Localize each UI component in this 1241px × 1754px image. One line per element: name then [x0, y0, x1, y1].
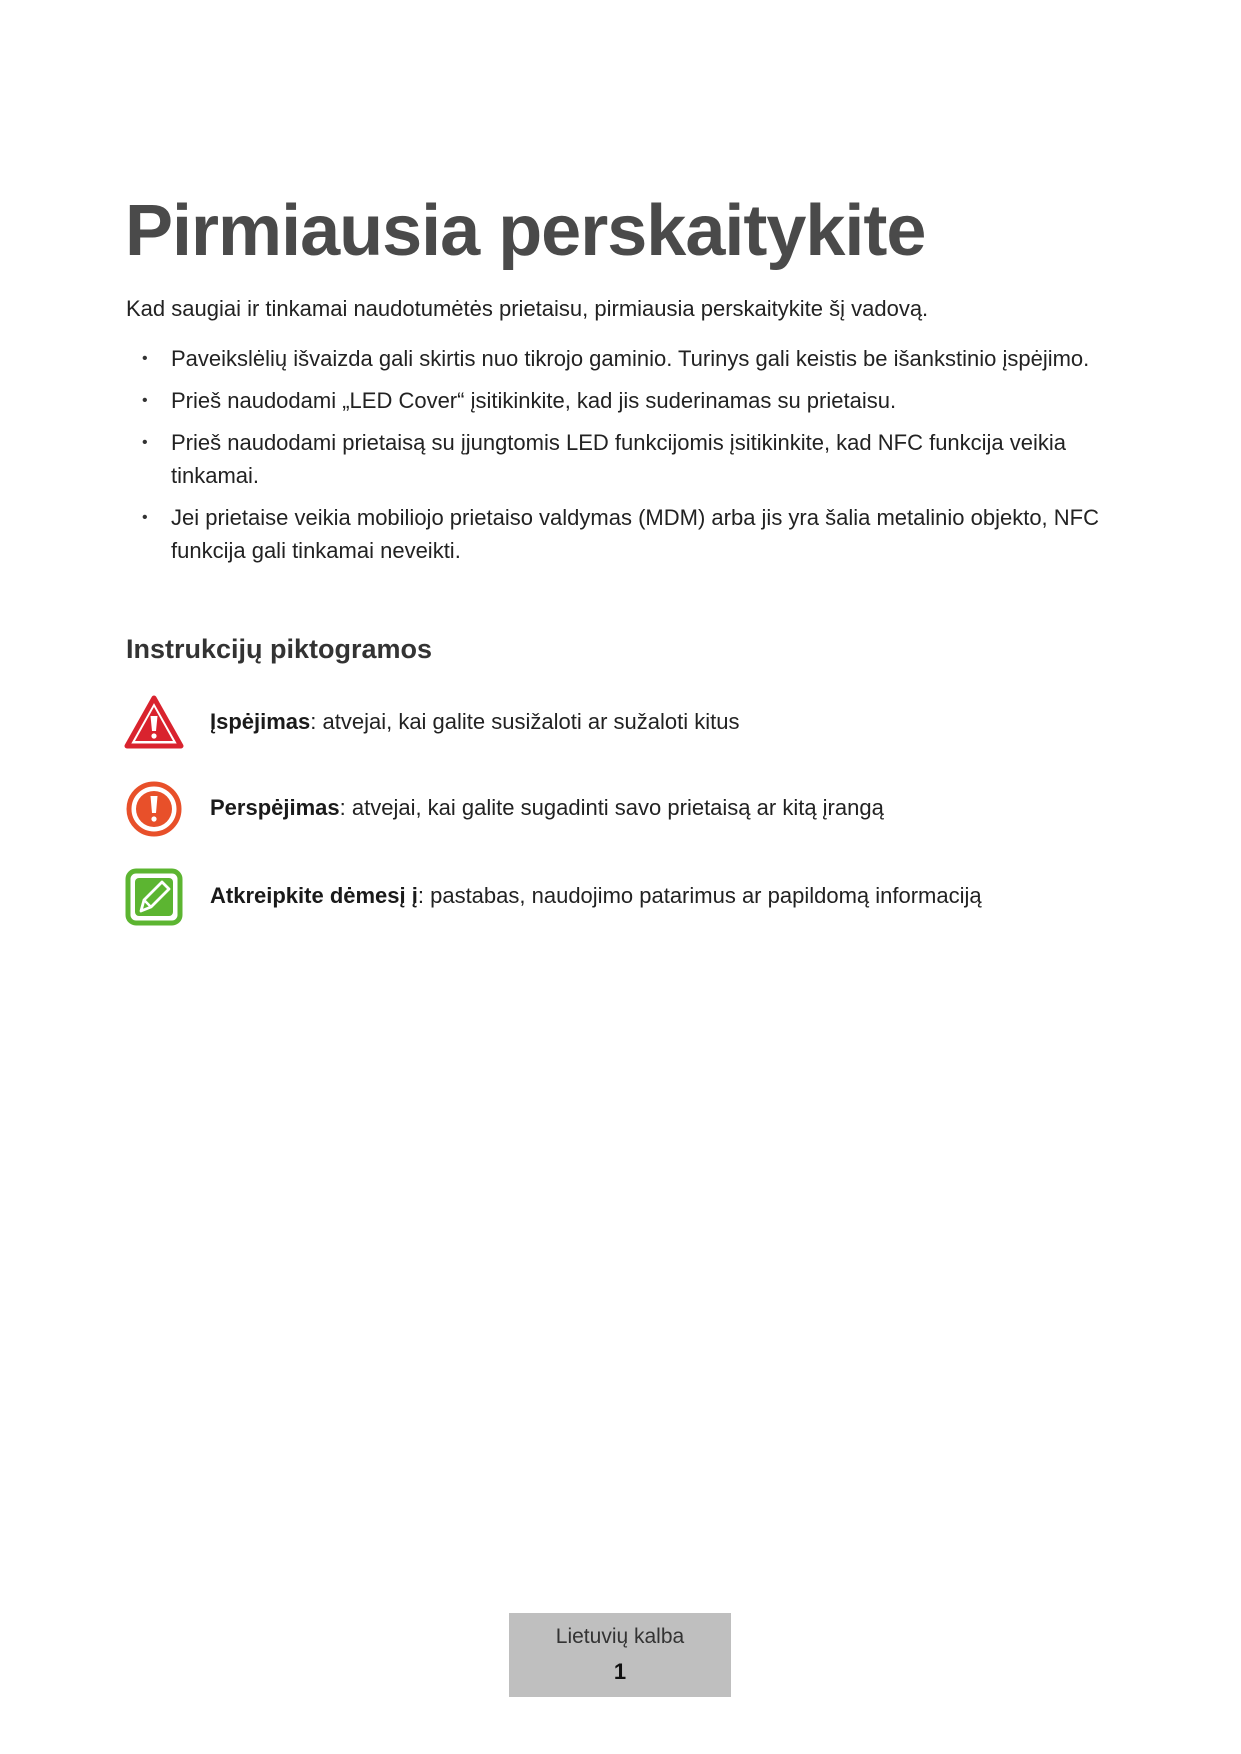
- icon-legend-text: [210, 709, 739, 735]
- icon-legend-caution: [124, 779, 1124, 843]
- icon-legend-warning: [124, 693, 1124, 757]
- bullet-icon: •: [142, 509, 148, 526]
- bullet-icon: •: [142, 434, 148, 451]
- notice-list: [126, 342, 1116, 576]
- list-item: [126, 426, 1116, 492]
- list-item: [126, 501, 1116, 567]
- bullet-icon: •: [142, 392, 148, 409]
- list-item-text: Prieš naudodami prietaisą su įjungtomis LED funkcijomis įsitikinkite, kad NFC funkcija veikia tinkamai.: [171, 430, 1067, 488]
- list-item-text: Paveikslėlių išvaizda gali skirtis nuo tikrojo gaminio. Turinys gali keistis be išankstinio įspėjimo.: [171, 346, 1090, 371]
- section-heading: Instrukcijų piktogramos: [126, 634, 433, 664]
- bullet-icon: •: [142, 350, 148, 367]
- list-item: [126, 342, 1116, 375]
- icon-legend-note: [124, 867, 1124, 931]
- caution-circle-icon: [124, 779, 184, 839]
- legend-label: Atkreipkite dėmesį į: [210, 883, 418, 908]
- warning-triangle-icon: [124, 693, 184, 753]
- intro-text: Kad saugiai ir tinkamai naudotumėtės prietaisu, pirmiausia perskaitykite šį vadovą.: [126, 296, 929, 321]
- legend-description: : pastabas, naudojimo patarimus ar papildomą informaciją: [417, 883, 982, 908]
- list-item-text: Jei prietaise veikia mobiliojo prietaiso valdymas (MDM) arba jis yra šalia metalinio objekto, NFC funkcija gali tinkamai neveikti.: [171, 505, 1099, 563]
- page-number: 1: [613, 1659, 627, 1684]
- legend-label: Įspėjimas: [210, 709, 311, 734]
- page-footer: [509, 1613, 731, 1697]
- list-item: [126, 384, 1116, 417]
- list-item-text: Prieš naudodami „LED Cover“ įsitikinkite, kad jis suderinamas su prietaisu.: [171, 388, 897, 413]
- legend-description: : atvejai, kai galite susižaloti ar sužaloti kitus: [310, 709, 740, 734]
- page-title: Pirmiausia perskaitykite: [125, 191, 926, 271]
- legend-label: Perspėjimas: [210, 795, 340, 820]
- note-pencil-icon: [124, 867, 184, 927]
- footer-language: Lietuvių kalba: [555, 1625, 685, 1648]
- icon-legend-text: [210, 795, 884, 821]
- icon-legend-text: [210, 883, 982, 909]
- legend-description: : atvejai, kai galite sugadinti savo prietaisą ar kitą įrangą: [339, 795, 884, 820]
